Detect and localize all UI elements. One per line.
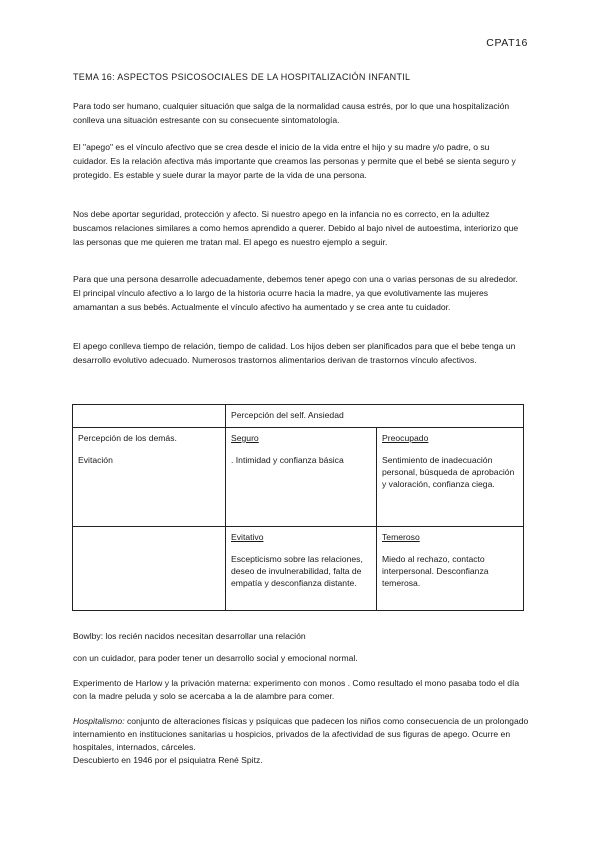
table-row (73, 527, 524, 611)
cell-desc-preocupado: Sentimiento de inadecuación personal, búsqueda de aprobación y valoración, confianza ciega. (382, 455, 515, 489)
paragraph-intro: Para todo ser humano, cualquier situación que salga de la normalidad causa estrés, por lo que una hospitalización conlleva una situación estresante con su consecuente sintomatología. (73, 101, 510, 125)
attachment-styles-table (72, 404, 524, 611)
cell-desc-evitativo: Escepticismo sobre las relaciones, deseo de invulnerabilidad, falta de empatía y desconfianza distante. (231, 554, 363, 588)
cell-evitativo (226, 527, 377, 611)
cell-desc-seguro: Intimidad y confianza básica (235, 455, 344, 465)
harlow-experiment: Experimento de Harlow y la privación materna: experimento con monos . Como resultado el mono pasaba todo el día con la madre peluda y solo se acercaba a la de alambre para comer. (73, 678, 520, 701)
cell-title-temeroso: Temeroso (382, 532, 420, 542)
table-empty-cell (73, 527, 226, 611)
hospitalismo-term: Hospitalismo: (73, 716, 125, 726)
document-code: CPAT16 (486, 37, 528, 49)
hospitalismo-text: conjunto de alteraciones físicas y psíquicas que padecen los niños como consecuencia de un prolongado internamiento en instituciones sanitarias u hospicios, privados de la afectividad de sus figuras de apego. Ocurre en hospitales, internados, cárceles. (73, 716, 529, 752)
spitz-discovery: Descubierto en 1946 por el psiquiatra René Spitz. (73, 755, 263, 765)
paragraph-apego-development: Para que una persona desarrolle adecuadamente, debemos tener apego con una o varias personas de su alrededor. El principal vínculo afectivo a lo largo de la historia ocurre hacia la madre, ya que evolutivamente las mujeres amamantan a sus bebés. Actualmente el vínculo afectivo ha aumentado y se crea ante tu cuidador. (73, 274, 518, 312)
bowlby-line-2: con un cuidador, para poder tener un desarrollo social y emocional normal. (73, 653, 358, 663)
table-row (73, 405, 524, 428)
table-header-self: Percepción del self. Ansiedad (226, 405, 524, 428)
hospitalismo-definition (73, 715, 533, 767)
bowlby-line-1: Bowlby: los recién nacidos necesitan desarrollar una relación (73, 631, 306, 641)
cell-title-seguro: Seguro (231, 433, 259, 443)
row-label-avoidance: Evitación (78, 455, 113, 465)
page-title: TEMA 16: ASPECTOS PSICOSOCIALES DE LA HOSPITALIZACIÓN INFANTIL (73, 72, 411, 82)
paragraph-apego-security: Nos debe aportar seguridad, protección y afecto. Si nuestro apego en la infancia no es correcto, en la adultez buscamos relaciones similares a como hemos aprendido a querer. Debido al bajo nivel de autoestima, interiorizo que las personas que me quieren me tratan mal. El apego es nuestro ejemplo a seguir. (73, 209, 519, 247)
table-row (73, 428, 524, 527)
paragraph-apego-time: El apego conlleva tiempo de relación, tiempo de calidad. Los hijos deben ser planificados para que el bebe tenga un desarrollo evolutivo adecuado. Numerosos trastornos alimentarios derivan de trastornos vínculo afectivos. (73, 341, 516, 365)
cell-title-preocupado: Preocupado (382, 433, 429, 443)
cell-temeroso (377, 527, 524, 611)
table-empty-corner (73, 405, 226, 428)
cell-seguro: Seguro . Intimidad y confianza básica (226, 428, 377, 527)
table-row-labels (73, 428, 226, 527)
row-label-perception: Percepción de los demás. (78, 433, 177, 443)
cell-preocupado (377, 428, 524, 527)
paragraph-apego-definition: El "apego" es el vínculo afectivo que se crea desde el inicio de la vida entre el hijo y su madre y/o padre, o su cuidador. Es la relación afectiva más importante que creamos las personas y permite que el bebé se sienta seguro y protegido. Es estable y suele durar la mayor parte de la vida de una persona. (73, 142, 516, 180)
cell-title-evitativo: Evitativo (231, 532, 264, 542)
cell-desc-temeroso: Miedo al rechazo, contacto interpersonal. Desconfianza temerosa. (382, 554, 489, 588)
